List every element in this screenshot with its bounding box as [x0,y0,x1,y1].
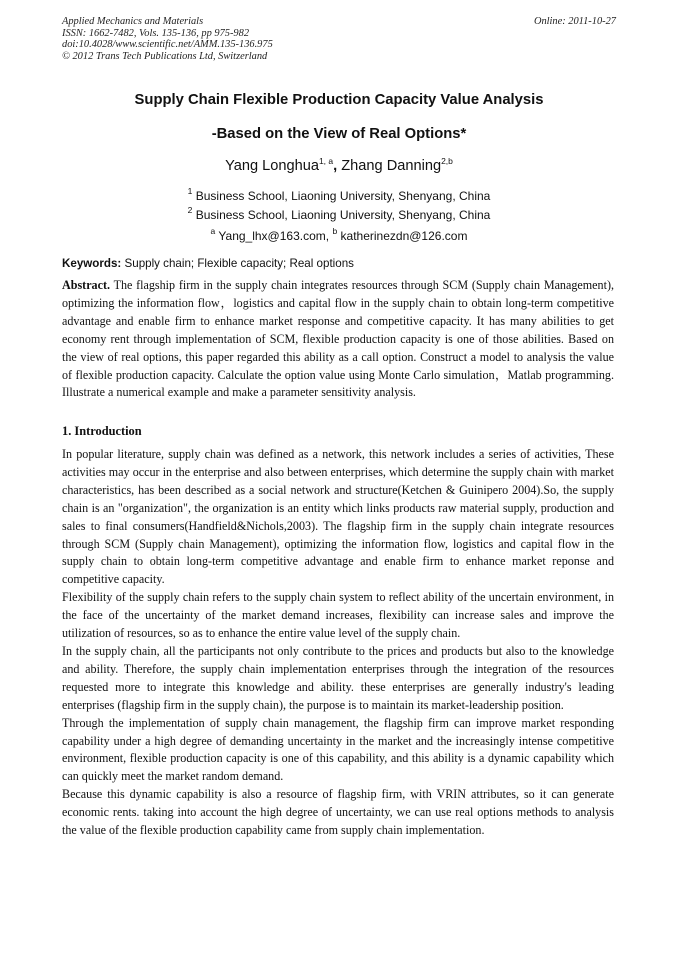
affiliation-2 [62,205,616,222]
affiliation-2-marker: 2 [187,205,193,215]
author-1-affiliation-marker: 1, a [318,156,334,166]
section-heading-introduction: 1. Introduction [62,424,142,438]
affiliation-1 [62,186,616,203]
email-a-marker: a [210,226,216,236]
intro-paragraph-1: In popular literature, supply chain was defined as a network, this network includes a series of activities, These activities may occur in the enterprise and also between enterprises, which determine the supply chain with market characteristics, has been described as a social network and structure(Ketchen & Guinipero 2004).So, the supply chain is an "organization", the organization is an entity which links products raw material supply, production and sales to final consumers(Handfield&Nichols,2003). The flagship firm in the supply chain integrate resources through SCM (Supply chain Management), optimizing the information flow, logistics and capital flow in the supply chain to obtain long-term competitive advantage and enable firm to enhance market reponse and competitive capacity. [62,447,614,587]
email-b-marker: b [332,226,338,236]
abstract [62,277,614,402]
abstract-label: Abstract. [62,278,111,292]
introduction-body [62,446,614,840]
author-2-affiliation-marker: 2,b [441,156,453,166]
affiliation-2-text: Business School, Liaoning University, Shenyang, China [195,208,491,222]
keywords [62,257,616,270]
intro-paragraph-4: Through the implementation of supply chain management, the flagship firm can improve market responding capability under a high degree of demanding uncertainty in the market and the increasingly intense competitive environment, flexible production capacity is one of this capability, and this ability is a dynamic capability which can quickly meet the market random demand. [62,715,614,784]
copyright-line: © 2012 Trans Tech Publications Ltd, Switzerland [62,50,268,62]
intro-paragraph-5: Because this dynamic capability is also a resource of flagship firm, with VRIN attributes, so it can generate economic rents. taking into account the high degree of uncertainty, we can use real options methods to analysis the value of the flexible production capability came from supply chain implementation. [62,787,614,838]
author-1-name: Yang Longhua [225,158,319,174]
issn-line: ISSN: 1662-7482, Vols. 135-136, pp 975-982 [62,27,250,39]
email-b: katherinezdn@126.com [340,229,468,243]
online-date: Online: 2011-10-27 [533,16,616,27]
affiliation-1-text: Business School, Liaoning University, Shenyang, China [195,189,491,203]
author-separator: , [333,158,338,174]
journal-header [62,16,616,62]
author-line [62,158,616,174]
intro-paragraph-2: Flexibility of the supply chain refers to the supply chain system to reflect ability of the uncertain environment, in the face of the uncertainty of the market demand increases, flexibility can increase sales and improve the utilization of resources, so as to enhance the entire value level of the supply chain. [62,590,614,641]
paper-title: Supply Chain Flexible Production Capacity Value Analysis [134,92,544,108]
keywords-text: Supply chain; Flexible capacity; Real options [124,257,354,270]
intro-paragraph-3: In the supply chain, all the participants not only contribute to the prices and products but also to the knowledge and ability. Therefore, the supply chain implementation enterprises through the integration of the resources requested more to integrate this knowledge and ability. these enterprises are generally industry's leading enterprises (flagship firm in the supply chain), the purpose is to maintain its market-leadership position. [62,643,614,712]
paper-subtitle: -Based on the View of Real Options* [211,126,467,142]
abstract-text: The flagship firm in the supply chain integrates resources through SCM (Supply chain Management), optimizing the information flow，logistics and capital flow in the supply chain to obtain long-term competitive advantage and enable firm to enhance market response and competitive capacity. It has many abilities to get economy rent through implementation of SCM, flexible production capacity is one of those abilities. Based on the view of real options, this paper regarded this ability as a call option. Construct a model to analysis the value of flexible production capacity. Calculate the option value using Monte Carlo simulation，Matlab programming. Illustrate a numerical example and make a parameter sensitivity analysis. [62,278,614,400]
author-2-name: Zhang Danning [341,158,442,174]
email-a: Yang_lhx@163.com, [218,229,330,243]
affiliation-1-marker: 1 [187,186,193,196]
keywords-label: Keywords: [62,257,122,270]
journal-name: Applied Mechanics and Materials [62,16,204,27]
doi-line: doi:10.4028/www.scientific.net/AMM.135-136.975 [62,39,273,50]
email-line [62,226,616,243]
